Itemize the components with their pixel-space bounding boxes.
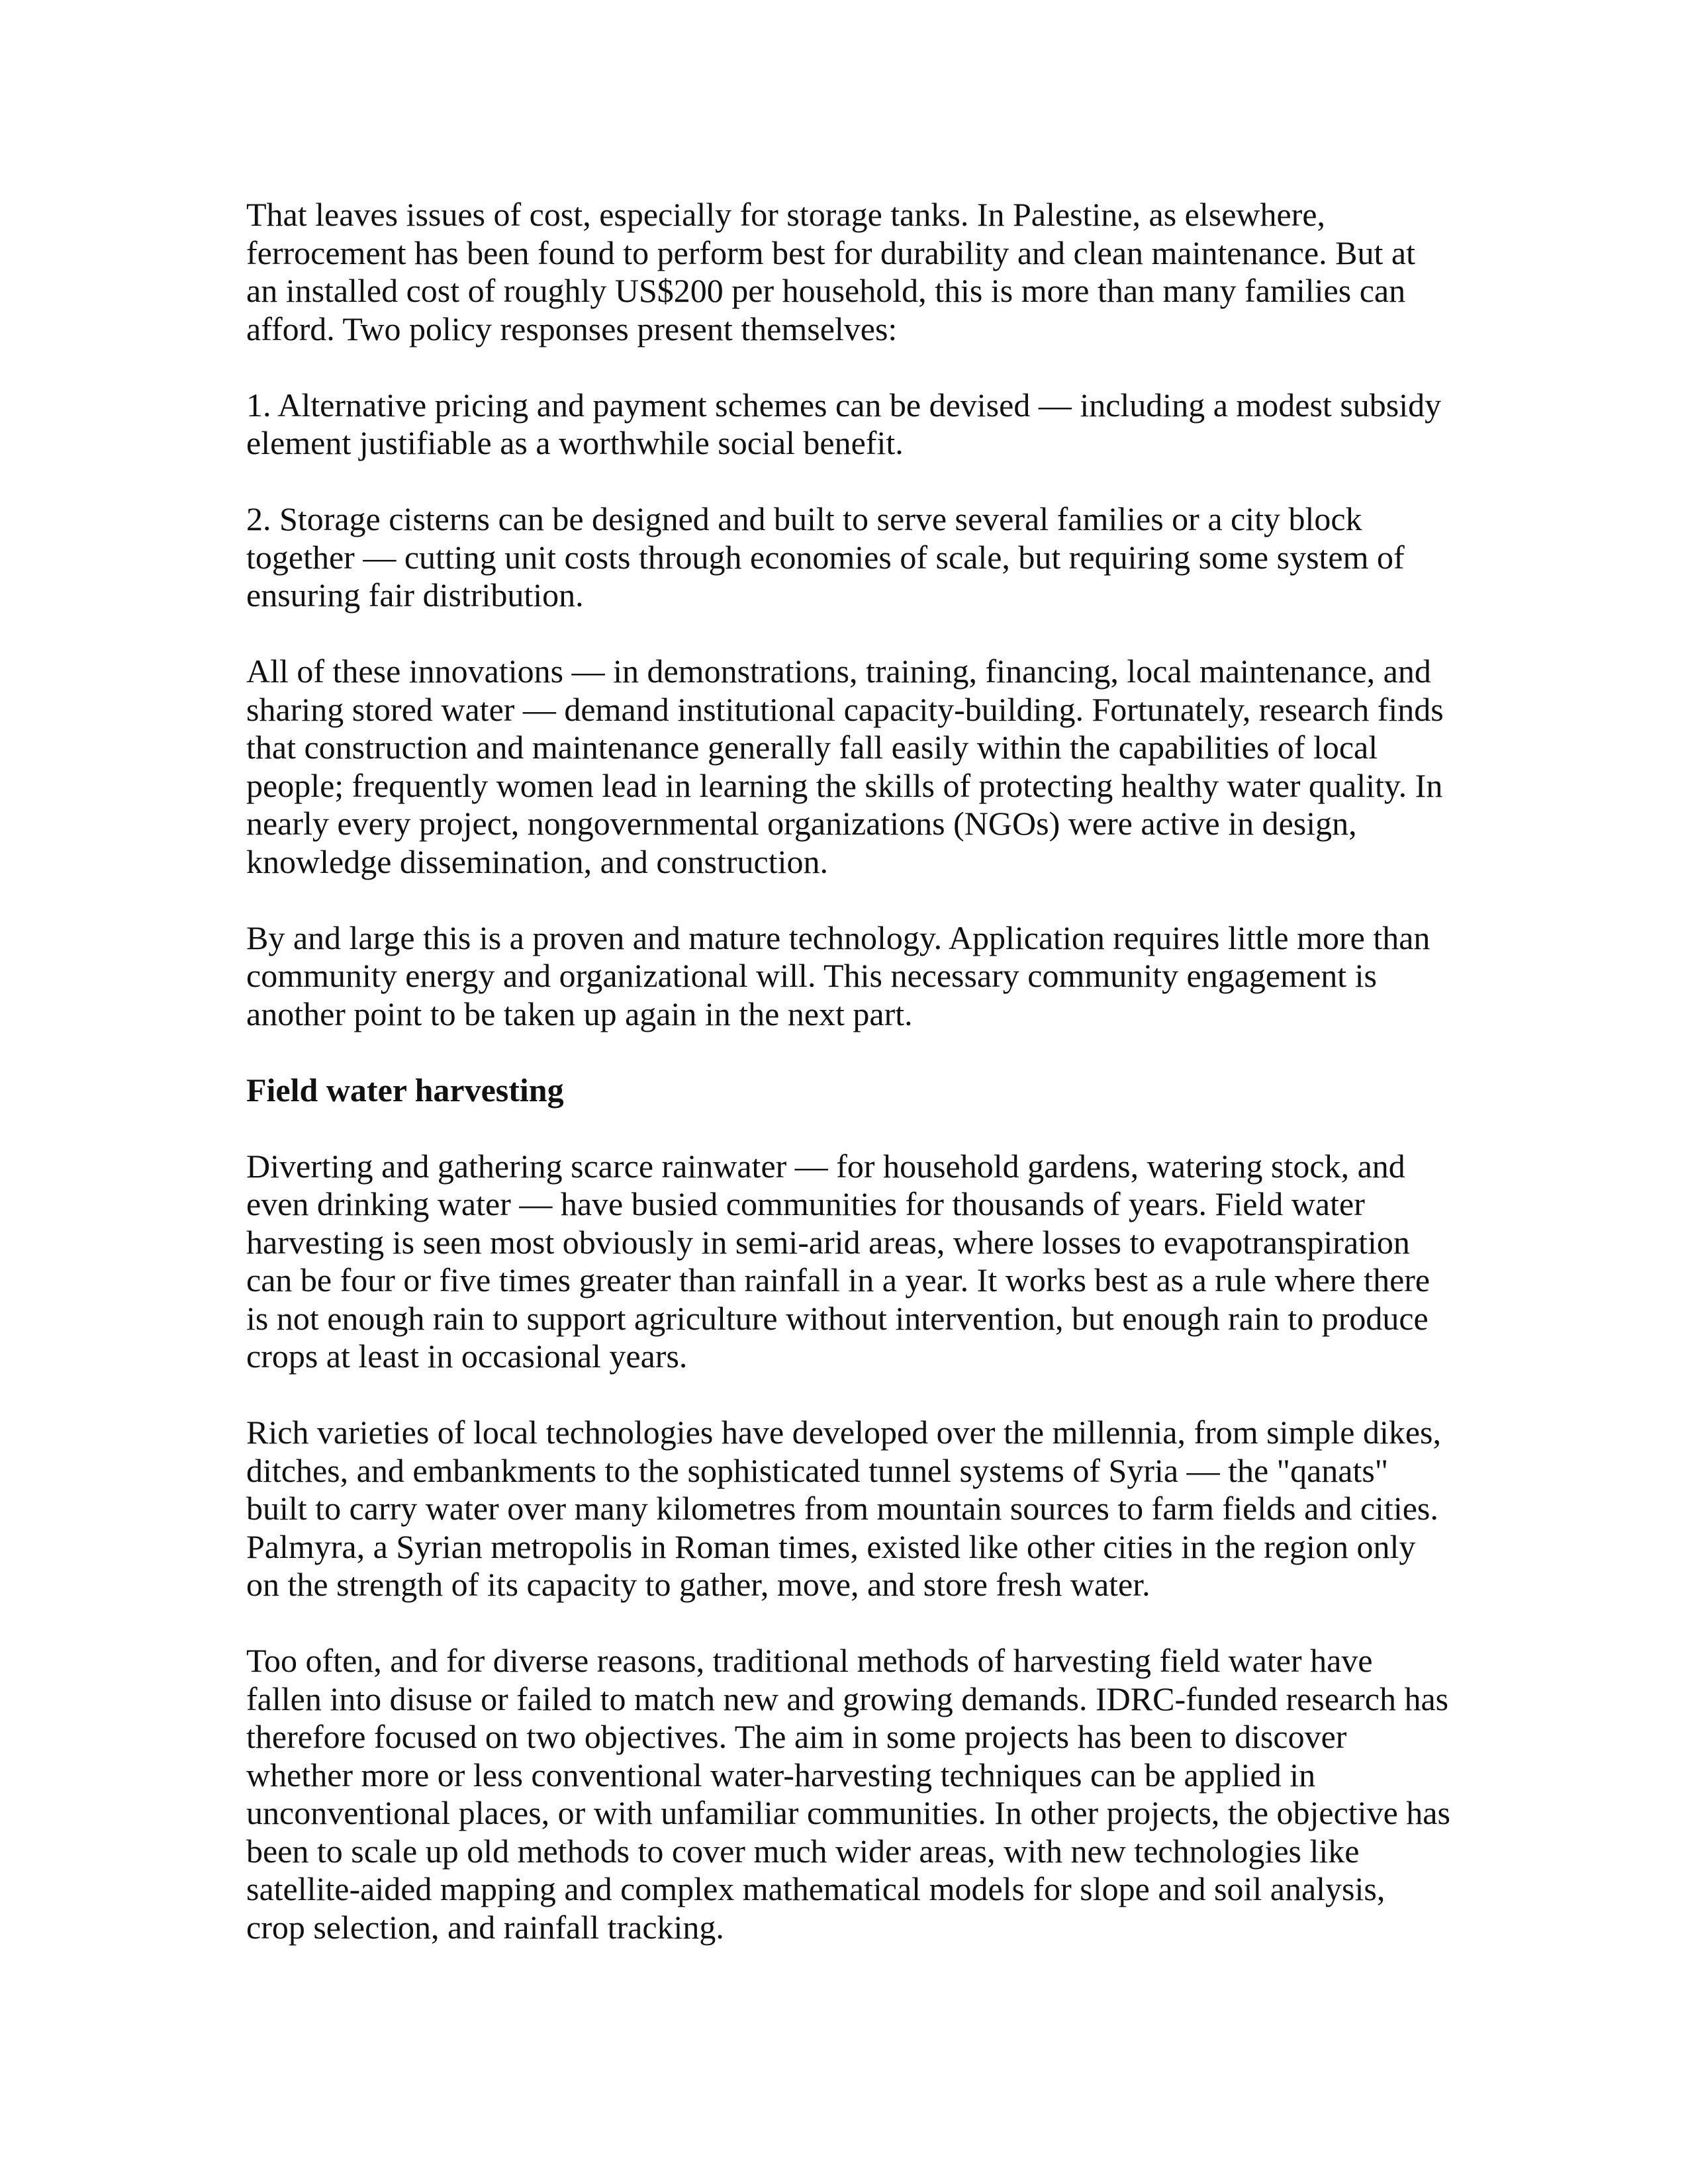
paragraph-local-technologies: Rich varieties of local technologies have developed over the millennia, from simple dikes, ditches, and embankments to the sophisticated tunnel systems of Syria — the "qanats" built to carry water over many kilometres from mountain sources to farm fields and cities. Palmyra, a Syrian metropolis in Roman times, existed like other cities in the region only on the strength of its capacity to gather, move, and store fresh water. [246,1414,1442,1603]
paragraph-proven-technology: By and large this is a proven and mature technology. Application requires little more than community energy and organizational will. This necessary community engagement is another point to be taken up again in the next part. [246,919,1430,1032]
paragraph-storage-costs: That leaves issues of cost, especially for storage tanks. In Palestine, as elsewhere, ferrocement has been found to perform best for durability and clean maintenance. But at an installed cost of roughly US$200 per household, this is more than many families can afford. Two policy responses present themselves: [246,196,1415,347]
document-body [246,196,1451,1946]
section-heading: Field water harvesting [246,1071,564,1109]
list-item-shared-cisterns: 2. Storage cisterns can be designed and built to serve several families or a city block together — cutting unit costs through economies of scale, but requiring some system of ensuring fair distribution. [246,500,1405,614]
list-item-pricing-schemes: 1. Alternative pricing and payment schemes can be devised — including a modest subsidy element justifiable as a worthwhile social benefit. [246,386,1442,461]
paragraph-capacity-building: All of these innovations — in demonstrations, training, financing, local maintenance, and sharing stored water — demand institutional capacity-building. Fortunately, research finds that construction and maintenance generally fall easily within the capabilities of local people; frequently women lead in learning the skills of protecting healthy water quality. In nearly every project, nongovernmental organizations (NGOs) were active in design, knowledge dissemination, and construction. [246,653,1444,880]
paragraph-rainwater-diversion: Diverting and gathering scarce rainwater — for household gardens, watering stock, and even drinking water — have busied communities for thousands of years. Field water harvesting is seen most obviously in semi-arid areas, where losses to evapotranspiration can be four or five times greater than rainfall in a year. It works best as a rule where there is not enough rain to support agriculture without intervention, but enough rain to produce crops at least in occasional years. [246,1147,1430,1375]
paragraph-research-objectives: Too often, and for diverse reasons, traditional methods of harvesting field water have fallen into disuse or failed to match new and growing demands. IDRC-funded research has therefore focused on two objectives. The aim in some projects has been to discover whether more or less conventional water-harvesting techniques can be applied in unconventional places, or with unfamiliar communities. In other projects, the objective has been to scale up old methods to cover much wider areas, with new technologies like satellite-aided mapping and complex mathematical models for slope and soil analysis, crop selection, and rainfall tracking. [246,1642,1450,1946]
